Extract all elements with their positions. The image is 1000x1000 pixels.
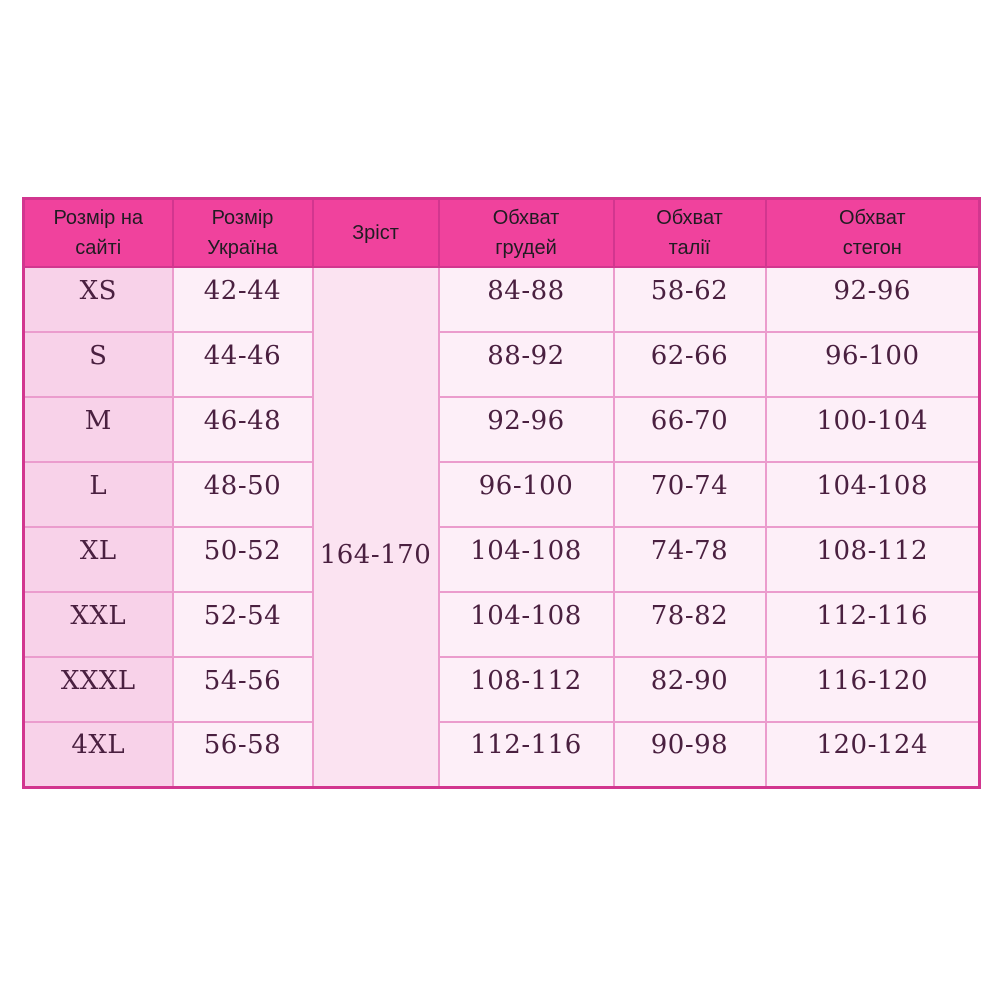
cell-site-size: M (24, 397, 173, 462)
header-cell-chest (439, 199, 614, 268)
header-label-line: талії (668, 237, 711, 259)
header-label-line: Обхват (656, 207, 723, 229)
cell-hips: 100-104 (766, 397, 980, 462)
cell-waist: 78-82 (614, 592, 766, 657)
cell-site-size: XXXL (24, 657, 173, 722)
cell-hips: 92-96 (766, 267, 980, 332)
table-body (24, 267, 980, 787)
cell-hips: 96-100 (766, 332, 980, 397)
header-label-line: стегон (842, 237, 902, 259)
size-chart-table (22, 197, 981, 789)
cell-ukraine-size: 54-56 (173, 657, 313, 722)
cell-waist: 66-70 (614, 397, 766, 462)
table-row (24, 462, 980, 527)
cell-chest: 92-96 (439, 397, 614, 462)
cell-hips: 104-108 (766, 462, 980, 527)
header-label-line: Розмір на (53, 207, 144, 229)
cell-site-size: XS (24, 267, 173, 332)
cell-ukraine-size: 46-48 (173, 397, 313, 462)
header-label-line: Обхват (492, 207, 560, 229)
cell-chest: 96-100 (439, 462, 614, 527)
header-label-line: Україна (207, 237, 278, 259)
header-row (24, 199, 980, 268)
header-label-line: Обхват (838, 207, 906, 229)
cell-site-size: L (24, 462, 173, 527)
cell-chest: 88-92 (439, 332, 614, 397)
cell-chest: 108-112 (439, 657, 614, 722)
cell-site-size: 4XL (24, 722, 173, 787)
cell-ukraine-size: 52-54 (173, 592, 313, 657)
cell-site-size: XL (24, 527, 173, 592)
cell-hips: 112-116 (766, 592, 980, 657)
cell-chest: 112-116 (439, 722, 614, 787)
header-cell-waist (614, 199, 766, 268)
cell-height-merged: 164-170 (313, 267, 439, 787)
cell-hips: 116-120 (766, 657, 980, 722)
cell-waist: 82-90 (614, 657, 766, 722)
header-label-line: Зріст (352, 222, 399, 244)
cell-waist: 58-62 (614, 267, 766, 332)
cell-waist: 90-98 (614, 722, 766, 787)
cell-waist: 74-78 (614, 527, 766, 592)
cell-ukraine-size: 48-50 (173, 462, 313, 527)
table-row (24, 527, 980, 592)
table-row (24, 592, 980, 657)
table-row (24, 332, 980, 397)
header-cell-height (313, 199, 439, 268)
cell-site-size: XXL (24, 592, 173, 657)
table-row (24, 657, 980, 722)
cell-site-size: S (24, 332, 173, 397)
cell-chest: 104-108 (439, 592, 614, 657)
cell-ukraine-size: 44-46 (173, 332, 313, 397)
table-header (24, 199, 980, 268)
cell-waist: 70-74 (614, 462, 766, 527)
table-row (24, 267, 980, 332)
cell-ukraine-size: 56-58 (173, 722, 313, 787)
cell-waist: 62-66 (614, 332, 766, 397)
table-row (24, 722, 980, 787)
cell-chest: 104-108 (439, 527, 614, 592)
header-cell-size-ukraine (173, 199, 313, 268)
header-cell-hips (766, 199, 980, 268)
cell-ukraine-size: 42-44 (173, 267, 313, 332)
cell-hips: 120-124 (766, 722, 980, 787)
cell-chest: 84-88 (439, 267, 614, 332)
header-label-line: Розмір (211, 207, 274, 229)
header-label-line: грудей (495, 237, 557, 259)
header-cell-size-site (24, 199, 173, 268)
cell-hips: 108-112 (766, 527, 980, 592)
header-label-line: сайті (75, 237, 122, 259)
cell-ukraine-size: 50-52 (173, 527, 313, 592)
table-row (24, 397, 980, 462)
